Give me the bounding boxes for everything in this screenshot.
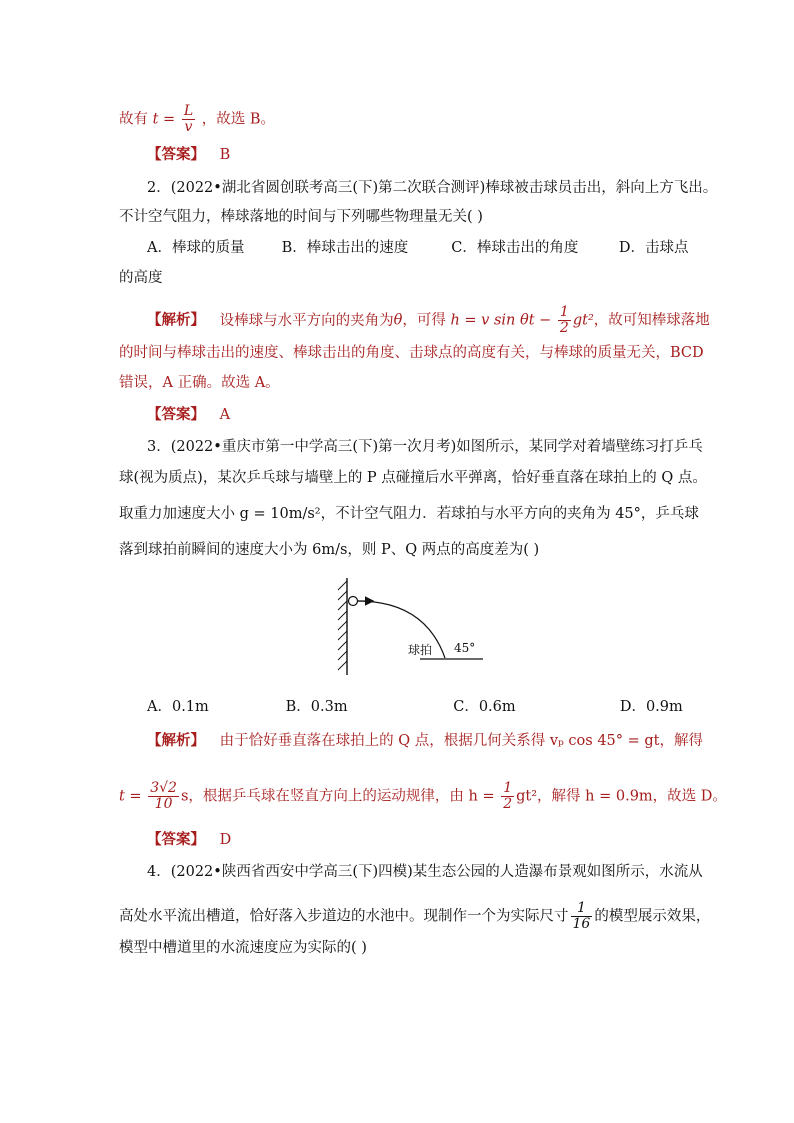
numerator: 1 — [571, 901, 593, 917]
q1-answer — [147, 145, 230, 165]
text: 高处水平流出槽道，恰好落入步道边的水池中。现制作一个为实际尺寸 — [119, 908, 569, 925]
equation: gt² — [572, 312, 594, 329]
option-a: A．棒球的质量 — [147, 240, 245, 256]
option-c: C．棒球击出的角度 — [451, 240, 579, 256]
equation: t = — [152, 111, 176, 128]
answer-tag: 【答案】 — [147, 146, 205, 163]
option-b: B．0.3m — [285, 699, 348, 715]
fraction — [571, 901, 593, 932]
equation: h = v sin θt − — [450, 312, 552, 329]
q2-stem-1: 2．(2022•湖北省圆创联考高三(下)第二次联合测评)棒球被击球员击出，斜向上方飞出。 — [147, 180, 718, 196]
racket-label: 球拍 — [408, 643, 433, 657]
q3-stem-2: 球(视为质点)，某次乒乓球与墙壁上的 P 点碰撞后水平弹离，恰好垂直落在球拍上的 Q 点。 — [119, 470, 707, 486]
q2-options — [147, 238, 688, 258]
q2-stem-2: 不计空气阻力，棒球落地的时间与下列哪些物理量无关( ) — [119, 209, 483, 225]
text: 设棒球与水平方向的夹角为 — [219, 312, 394, 329]
q2-analysis-1 — [147, 305, 710, 336]
q4-stem-2 — [119, 901, 710, 932]
q3-stem-4: 落到球拍前瞬间的速度大小为 6m/s，则 P、Q 两点的高度差为( ) — [119, 542, 540, 558]
option-a: A．0.1m — [147, 699, 209, 715]
q3-analysis-1 — [147, 731, 703, 751]
q3-analysis-2 — [119, 781, 727, 812]
fraction — [501, 781, 514, 812]
analysis-tag: 【解析】 — [147, 732, 205, 749]
text: 的模型展示效果， — [594, 908, 711, 925]
angle-label: 45° — [454, 641, 476, 655]
text: ，故选 B。 — [201, 111, 275, 128]
q2-analysis-2: 的时间与棒球击出的速度、棒球击出的角度、击球点的高度有关，与棒球的质量无关，BCD — [119, 345, 704, 361]
denominator: 10 — [154, 796, 173, 812]
numerator: L — [183, 103, 194, 119]
denominator: 2 — [503, 796, 513, 812]
answer-tag: 【答案】 — [147, 831, 205, 848]
text: 故有 — [119, 111, 148, 128]
q2-analysis-3: 错误，A 正确。故选 A。 — [119, 375, 280, 391]
analysis-tag: 【解析】 — [147, 311, 205, 329]
q2-option-d-cont: 的高度 — [119, 270, 163, 286]
answer-tag: 【答案】 — [147, 406, 205, 423]
fraction — [148, 781, 179, 812]
option-c: C．0.6m — [453, 699, 516, 715]
q3-options — [147, 697, 683, 717]
q4-stem-3: 模型中槽道里的水流速度应为实际的( ) — [119, 940, 367, 956]
option-d: D．0.9m — [619, 699, 683, 715]
answer-value: A — [219, 407, 231, 423]
denominator: 2 — [559, 320, 569, 336]
answer-value: D — [219, 832, 232, 848]
fraction — [558, 305, 571, 336]
option-d: D．击球点 — [618, 240, 689, 256]
text: ，可得 — [402, 312, 446, 329]
q1-conclusion — [119, 104, 275, 135]
numerator: 3√2 — [150, 780, 177, 796]
text: ，故可知棒球落地 — [593, 312, 710, 329]
text: gt²，解得 h = 0.9m，故选 D。 — [516, 788, 727, 805]
numerator: 1 — [559, 304, 569, 320]
theta: θ — [393, 312, 403, 329]
numerator: 1 — [503, 780, 513, 796]
q3-figure — [330, 575, 500, 680]
text: s，根据乒乓球在竖直方向上的运动规律，由 h = — [180, 788, 495, 805]
q3-stem-1: 3．(2022•重庆市第一中学高三(下)第一次月考)如图所示，某同学对着墙壁练习打乒乓 — [147, 439, 703, 455]
q3-answer — [147, 830, 231, 850]
option-b: B．棒球击出的速度 — [281, 240, 409, 256]
q3-stem-3: 取重力加速度大小 g = 10m/s²，不计空气阻力．若球拍与水平方向的夹角为 45°，乒乓球 — [119, 506, 699, 522]
text: 由于恰好垂直落在球拍上的 Q 点，根据几何关系得 vₚ cos 45° = gt，解得 — [219, 733, 703, 749]
equation: t = — [119, 788, 142, 805]
answer-value: B — [219, 147, 231, 163]
q2-answer — [147, 405, 230, 425]
ball — [349, 597, 358, 606]
fraction — [182, 104, 195, 135]
q4-stem-1: 4．(2022•陕西省西安中学高三(下)四模)某生态公园的人造瀑布景观如图所示，水流从 — [147, 864, 703, 880]
denominator: v — [184, 119, 193, 135]
wall — [338, 578, 347, 675]
denominator: 16 — [572, 916, 591, 932]
